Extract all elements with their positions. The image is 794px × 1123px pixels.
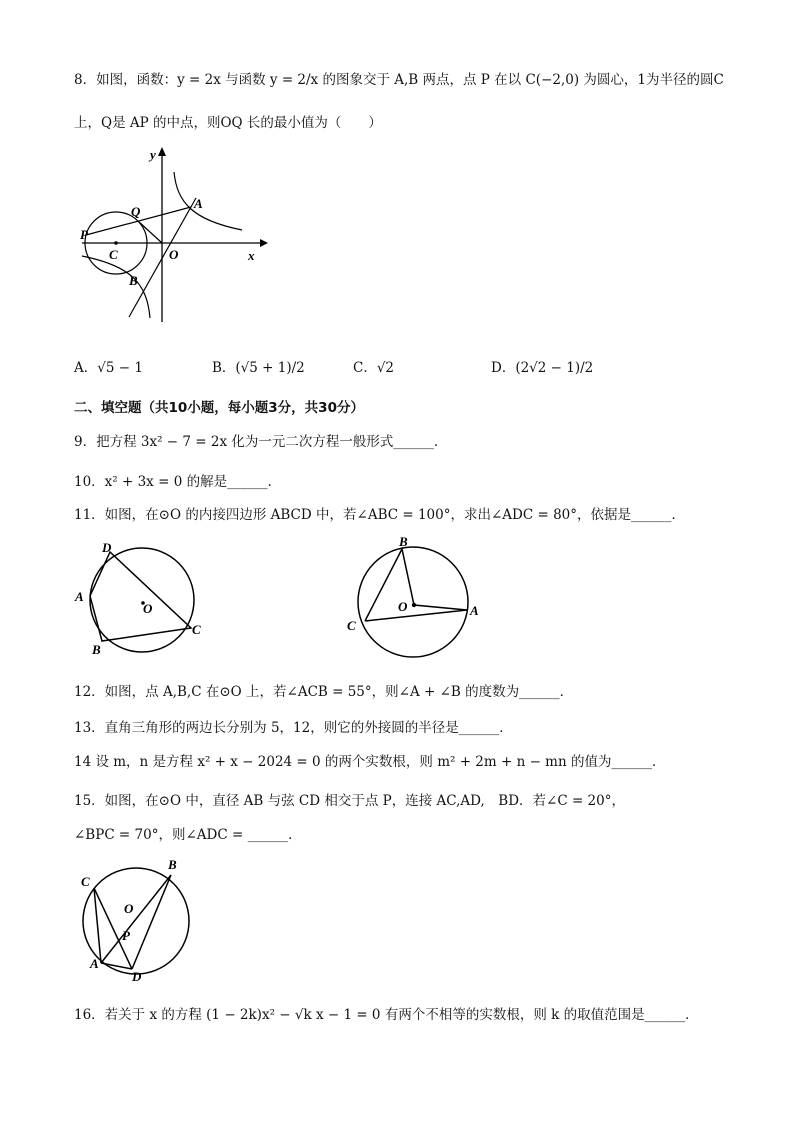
q11-label-o: O [143, 601, 153, 616]
q11-label-a: A [75, 589, 84, 604]
q11-label-b: B [92, 642, 101, 657]
q15-label-a: A [90, 956, 99, 971]
q16: 16．若关于 x 的方程 (1 − 2k)x² − √k x − 1 = 0 有两个不相等的实数根，则 k 的取值范围是______． [74, 1007, 699, 1023]
q8-line1: 8．如图，函数：y = 2x 与函数 y = 2/x 的图象交于 A,B 两点，点 P 在以 C(−2,0) 为圆心，1为半径的圆C [74, 72, 724, 88]
q9: 9．把方程 3x² − 7 = 2x 化为一元二次方程一般形式______． [74, 434, 448, 450]
q15-label-b: B [168, 857, 177, 872]
q8-label-o: O [169, 247, 179, 262]
q12-figure [343, 532, 483, 662]
q10: 10．x² + 3x = 0 的解是______． [74, 474, 282, 490]
q13: 13．直角三角形的两边长分别为 5，12，则它的外接圆的半径是______． [74, 720, 513, 736]
section-title: 二、填空题（共10小题，每小题3分，共30分） [74, 400, 364, 416]
q11-label-d: D [102, 540, 112, 555]
q11-figure [72, 538, 222, 668]
q8-label-y: y [150, 147, 156, 162]
q11-label-c: C [192, 622, 201, 637]
q15-label-d: D [132, 969, 142, 983]
q12-label-a: A [470, 603, 479, 618]
q15-label-o: O [124, 901, 134, 916]
q8-label-q: Q [131, 204, 141, 219]
q15-label-c: C [81, 874, 90, 889]
q8-option-d[interactable]: D．(2√2 − 1)/2 [491, 360, 594, 376]
q8-label-a: A [194, 196, 203, 211]
q8-label-p: P [80, 227, 88, 242]
q15-line2: ∠BPC = 70°，则∠ADC = ______． [74, 827, 302, 843]
q15-line1: 15．如图，在⊙O 中，直径 AB 与弦 CD 相交于点 P，连接 AC,AD, BD．若∠C = 20°， [74, 793, 625, 809]
q15-figure [76, 853, 206, 983]
q12: 12．如图，点 A,B,C 在⊙O 上，若∠ACB = 55°，则∠A + ∠B 的度数为______． [74, 684, 574, 700]
q8-line2: 上，Q是 AP 的中点，则OQ 长的最小值为（ ） [74, 115, 382, 131]
q8-label-b: B [129, 273, 138, 288]
q8-label-c: C [109, 247, 118, 262]
q8-label-x: x [248, 248, 255, 263]
q14: 14 设 m，n 是方程 x² + x − 2024 = 0 的两个实数根，则 m² + 2m + n − mn 的值为______． [74, 754, 666, 770]
q15-label-p: P [122, 928, 130, 943]
q12-label-c: C [347, 618, 356, 633]
q12-label-o: O [398, 599, 408, 614]
q8-option-c[interactable]: C．√2 [353, 360, 395, 376]
q12-label-b: B [399, 534, 408, 549]
q11: 11．如图，在⊙O 的内接四边形 ABCD 中，若∠ABC = 100°，求出∠ADC = 80°，依据是______． [74, 507, 686, 523]
q8-option-a[interactable]: A．√5 − 1 [74, 360, 143, 376]
q8-figure [74, 142, 274, 332]
q8-option-b[interactable]: B．(√5 + 1)/2 [212, 360, 305, 376]
